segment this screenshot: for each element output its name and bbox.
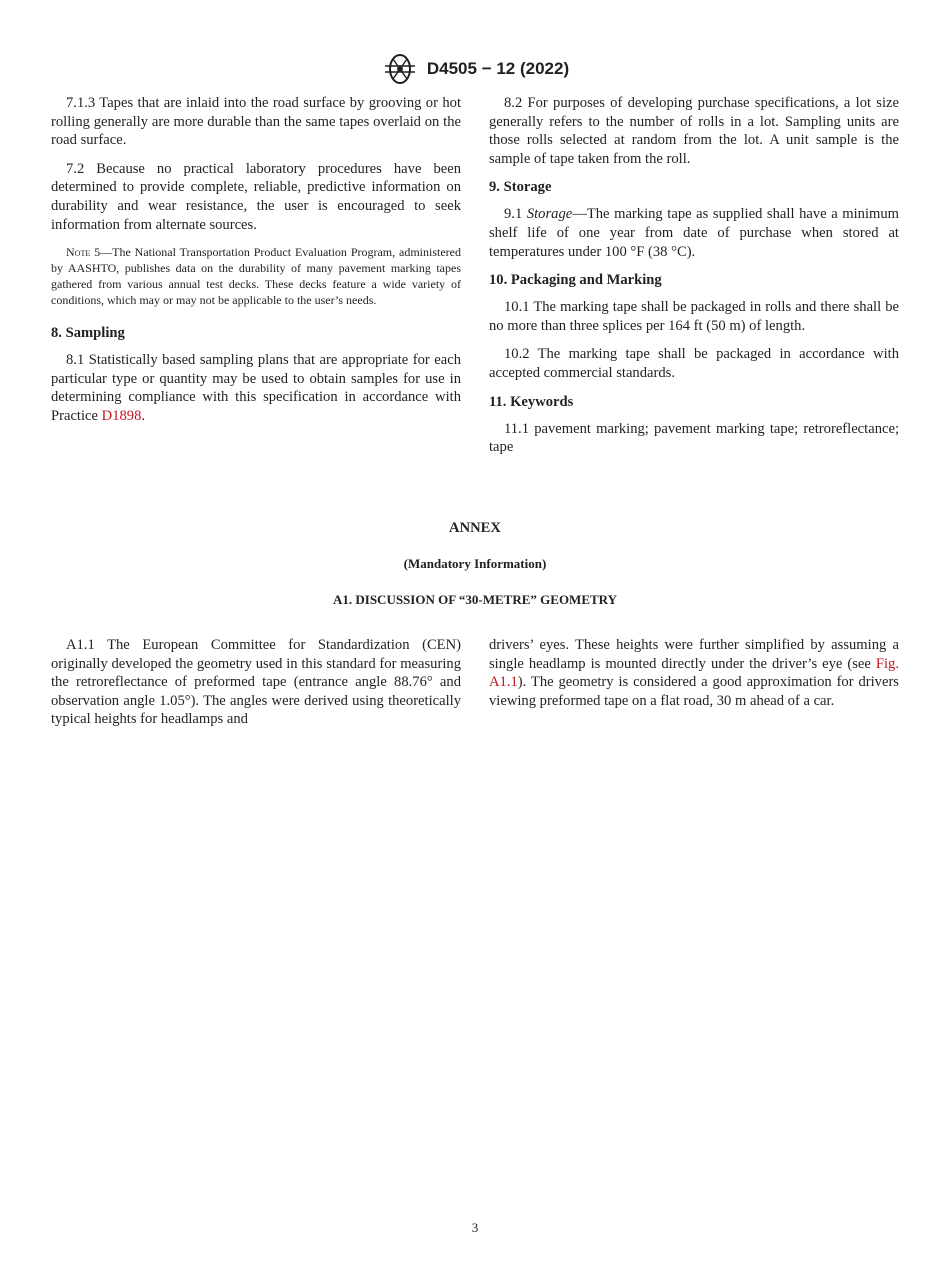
- page-number: 3: [471, 1220, 479, 1235]
- practice-d1898-link[interactable]: D1898: [101, 407, 142, 424]
- paragraph-9-1-text: —The marking tape as supplied shall have a minimum shelf life of one year from date of purchase when stored at temperatures under 100 °F (38 °C).: [489, 206, 900, 260]
- astm-logo-icon: [381, 54, 419, 84]
- note-label: Note 5: [66, 245, 101, 260]
- paragraph-8-1-end: .: [141, 407, 146, 424]
- storage-term: Storage: [526, 206, 573, 223]
- paragraph-9-1-number: 9.1: [504, 206, 527, 223]
- annex-a1-heading: A1. DISCUSSION OF “30-METRE” GEOMETRY: [332, 592, 617, 607]
- paragraph-8-1-text: 8.1 Statistically based sampling plans that are appropriate for each particular type or quantity may be used to obtain samples for use in determining compliance with this specification in accordance with Practice: [51, 352, 461, 424]
- right-column: [489, 94, 899, 457]
- paragraph-10-2: 10.2 The marking tape shall be packaged in accordance with accepted commercial standards.: [489, 346, 899, 381]
- standard-designation: D4505 − 12 (2022): [426, 59, 570, 78]
- annex-right-column: [489, 636, 899, 710]
- paragraph-8-2: 8.2 For purposes of developing purchase specifications, a lot size generally refers to the number of rolls in a lot. Sampling units are those rolls selected at random from the lot. A unit sample is the sample of tape taken from the roll.: [489, 95, 899, 167]
- section-8-heading: 8. Sampling: [51, 325, 125, 342]
- paragraph-10-1: 10.1 The marking tape shall be packaged in rolls and there shall be no more than three splices per 164 ft (50 m) of length.: [489, 299, 899, 334]
- paragraph-8-1: [51, 351, 461, 425]
- section-11-heading: 11. Keywords: [489, 393, 574, 410]
- paragraph-7-1-3: 7.1.3 Tapes that are inlaid into the road surface by grooving or hot rolling generally are more durable than the same tapes overlaid on the road surface.: [51, 95, 461, 149]
- annex-left-column: [51, 636, 461, 729]
- note-5: [51, 244, 461, 308]
- section-9-heading: 9. Storage: [489, 179, 552, 196]
- annex-subtitle: (Mandatory Information): [403, 556, 547, 571]
- paragraph-a1-1-continued-text: drivers’ eyes. These heights were further simplified by assuming a single headlamp is mounted directly under the driver’s eye (see: [489, 637, 899, 672]
- paragraph-7-2: 7.2 Because no practical laboratory procedures have been determined to provide complete, reliable, predictive information on durability and wear resistance, the user is encouraged to seek information from alternate sources.: [51, 160, 461, 233]
- paragraph-a1-1-continued: [489, 636, 899, 710]
- page-header: [0, 54, 950, 84]
- figure-a1-1-link[interactable]: Fig. A1.1: [489, 655, 899, 691]
- paragraph-a1-1-continued-end: ). The geometry is considered a good approximation for drivers viewing preformed tape on a flat road, 30 m ahead of a car.: [489, 674, 899, 709]
- paragraph-a1-1: A1.1 The European Committee for Standardization (CEN) originally developed the geometry used in this standard for measuring the retroreflectance of preformed tape (entrance angle 88.76° and observation angle 1.05°). The angles were derived using theoretically typical heights for headlamps and: [51, 637, 461, 728]
- paragraph-11-1: 11.1 pavement marking; pavement marking tape; retroreflectance; tape: [489, 420, 899, 456]
- left-column: [51, 94, 461, 426]
- annex-title: ANNEX: [449, 520, 501, 536]
- note-text: —The National Transportation Product Evaluation Program, administered by AASHTO, publishes data on the durability of many pavement marking tapes gathered from various annual test decks. These decks feature a wide variety of conditions, which may or may not be applicable to the user’s needs.: [51, 245, 462, 308]
- paragraph-9-1: [489, 205, 899, 261]
- section-10-heading: 10. Packaging and Marking: [489, 272, 662, 289]
